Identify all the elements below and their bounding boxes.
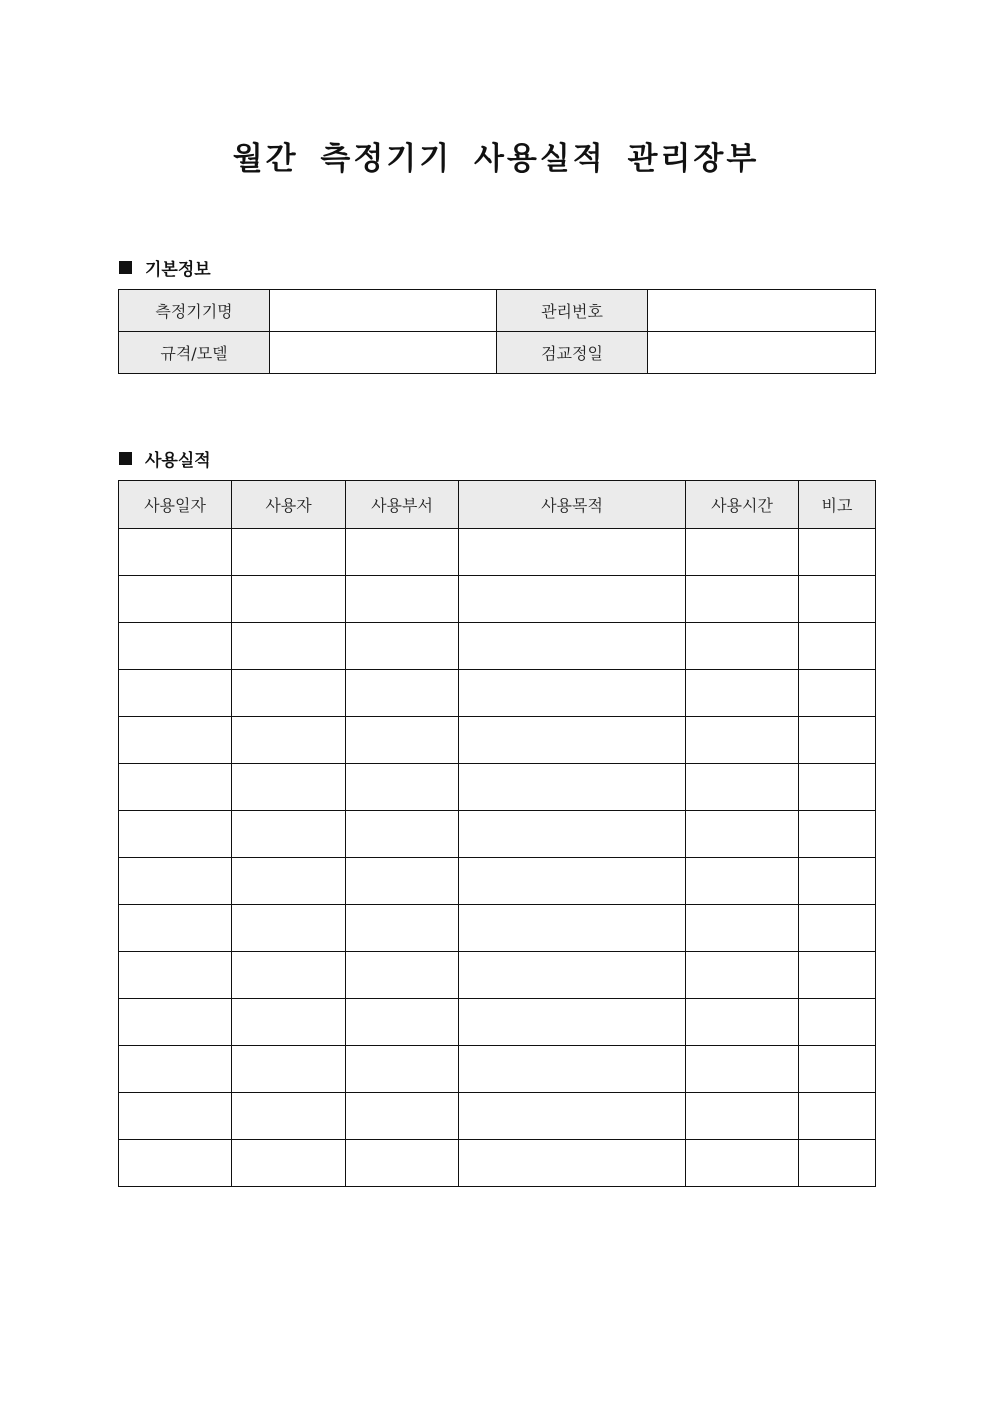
usage-time-cell[interactable]	[686, 999, 799, 1046]
remarks-cell[interactable]	[799, 623, 876, 670]
remarks-cell[interactable]	[799, 529, 876, 576]
square-bullet-icon	[119, 261, 132, 274]
label-calibration-date: 검교정일	[497, 332, 648, 374]
remarks-cell[interactable]	[799, 999, 876, 1046]
square-bullet-icon	[119, 452, 132, 465]
purpose-cell[interactable]	[459, 999, 686, 1046]
user-cell[interactable]	[232, 670, 346, 717]
table-row	[119, 529, 876, 576]
usage-time-cell[interactable]	[686, 1140, 799, 1187]
usage-time-cell[interactable]	[686, 1046, 799, 1093]
purpose-cell[interactable]	[459, 529, 686, 576]
user-cell[interactable]	[232, 576, 346, 623]
usage-time-cell[interactable]	[686, 670, 799, 717]
table-row	[119, 764, 876, 811]
basic-info-table	[118, 289, 876, 374]
purpose-cell[interactable]	[459, 952, 686, 999]
department-cell[interactable]	[346, 717, 459, 764]
usage-time-cell[interactable]	[686, 529, 799, 576]
department-cell[interactable]	[346, 576, 459, 623]
table-row	[119, 858, 876, 905]
purpose-cell[interactable]	[459, 717, 686, 764]
section-heading-basic-info	[119, 255, 211, 280]
usage-record-table	[118, 480, 876, 1187]
column-header-usage-time: 사용시간	[686, 481, 799, 529]
table-row	[119, 1093, 876, 1140]
remarks-cell[interactable]	[799, 811, 876, 858]
device-name-field[interactable]	[270, 290, 497, 332]
remarks-cell[interactable]	[799, 1046, 876, 1093]
usage-date-cell[interactable]	[119, 1046, 232, 1093]
calibration-date-field[interactable]	[648, 332, 876, 374]
usage-time-cell[interactable]	[686, 576, 799, 623]
remarks-cell[interactable]	[799, 1140, 876, 1187]
department-cell[interactable]	[346, 999, 459, 1046]
usage-date-cell[interactable]	[119, 952, 232, 999]
department-cell[interactable]	[346, 529, 459, 576]
user-cell[interactable]	[232, 717, 346, 764]
purpose-cell[interactable]	[459, 1093, 686, 1140]
section-heading-label: 사용실적	[145, 451, 211, 471]
user-cell[interactable]	[232, 905, 346, 952]
usage-date-cell[interactable]	[119, 764, 232, 811]
user-cell[interactable]	[232, 1093, 346, 1140]
usage-time-cell[interactable]	[686, 811, 799, 858]
usage-date-cell[interactable]	[119, 905, 232, 952]
user-cell[interactable]	[232, 811, 346, 858]
department-cell[interactable]	[346, 1093, 459, 1140]
user-cell[interactable]	[232, 858, 346, 905]
purpose-cell[interactable]	[459, 811, 686, 858]
usage-date-cell[interactable]	[119, 529, 232, 576]
remarks-cell[interactable]	[799, 858, 876, 905]
table-row	[119, 905, 876, 952]
department-cell[interactable]	[346, 811, 459, 858]
department-cell[interactable]	[346, 764, 459, 811]
usage-date-cell[interactable]	[119, 811, 232, 858]
column-header-remarks: 비고	[799, 481, 876, 529]
label-device-name: 측정기기명	[119, 290, 270, 332]
table-row	[119, 332, 876, 374]
usage-time-cell[interactable]	[686, 764, 799, 811]
table-row	[119, 576, 876, 623]
column-header-purpose: 사용목적	[459, 481, 686, 529]
usage-date-cell[interactable]	[119, 670, 232, 717]
spec-model-field[interactable]	[270, 332, 497, 374]
usage-date-cell[interactable]	[119, 999, 232, 1046]
department-cell[interactable]	[346, 952, 459, 999]
usage-time-cell[interactable]	[686, 717, 799, 764]
department-cell[interactable]	[346, 858, 459, 905]
user-cell[interactable]	[232, 764, 346, 811]
purpose-cell[interactable]	[459, 905, 686, 952]
table-row	[119, 670, 876, 717]
purpose-cell[interactable]	[459, 1046, 686, 1093]
table-row	[119, 811, 876, 858]
table-row	[119, 1046, 876, 1093]
table-header-row	[119, 481, 876, 529]
remarks-cell[interactable]	[799, 576, 876, 623]
purpose-cell[interactable]	[459, 670, 686, 717]
table-row	[119, 290, 876, 332]
usage-time-cell[interactable]	[686, 905, 799, 952]
remarks-cell[interactable]	[799, 764, 876, 811]
remarks-cell[interactable]	[799, 1093, 876, 1140]
user-cell[interactable]	[232, 1140, 346, 1187]
user-cell[interactable]	[232, 952, 346, 999]
table-row	[119, 1140, 876, 1187]
user-cell[interactable]	[232, 1046, 346, 1093]
label-spec-model: 규격/모델	[119, 332, 270, 374]
label-management-number: 관리번호	[497, 290, 648, 332]
table-row	[119, 623, 876, 670]
usage-date-cell[interactable]	[119, 1093, 232, 1140]
department-cell[interactable]	[346, 905, 459, 952]
user-cell[interactable]	[232, 623, 346, 670]
usage-time-cell[interactable]	[686, 952, 799, 999]
usage-date-cell[interactable]	[119, 858, 232, 905]
usage-date-cell[interactable]	[119, 623, 232, 670]
user-cell[interactable]	[232, 529, 346, 576]
usage-date-cell[interactable]	[119, 576, 232, 623]
purpose-cell[interactable]	[459, 858, 686, 905]
section-heading-usage-record	[119, 446, 211, 471]
usage-date-cell[interactable]	[119, 717, 232, 764]
usage-time-cell[interactable]	[686, 1093, 799, 1140]
page-title: 월간 측정기기 사용실적 관리장부	[232, 141, 760, 177]
table-row	[119, 717, 876, 764]
remarks-cell[interactable]	[799, 717, 876, 764]
remarks-cell[interactable]	[799, 952, 876, 999]
department-cell[interactable]	[346, 670, 459, 717]
usage-time-cell[interactable]	[686, 858, 799, 905]
purpose-cell[interactable]	[459, 764, 686, 811]
section-heading-label: 기본정보	[145, 260, 211, 280]
column-header-usage-date: 사용일자	[119, 481, 232, 529]
remarks-cell[interactable]	[799, 670, 876, 717]
purpose-cell[interactable]	[459, 623, 686, 670]
management-number-field[interactable]	[648, 290, 876, 332]
table-row	[119, 999, 876, 1046]
usage-time-cell[interactable]	[686, 623, 799, 670]
purpose-cell[interactable]	[459, 1140, 686, 1187]
remarks-cell[interactable]	[799, 905, 876, 952]
user-cell[interactable]	[232, 999, 346, 1046]
usage-date-cell[interactable]	[119, 1140, 232, 1187]
column-header-department: 사용부서	[346, 481, 459, 529]
department-cell[interactable]	[346, 1046, 459, 1093]
purpose-cell[interactable]	[459, 576, 686, 623]
department-cell[interactable]	[346, 1140, 459, 1187]
table-row	[119, 952, 876, 999]
column-header-user: 사용자	[232, 481, 346, 529]
department-cell[interactable]	[346, 623, 459, 670]
